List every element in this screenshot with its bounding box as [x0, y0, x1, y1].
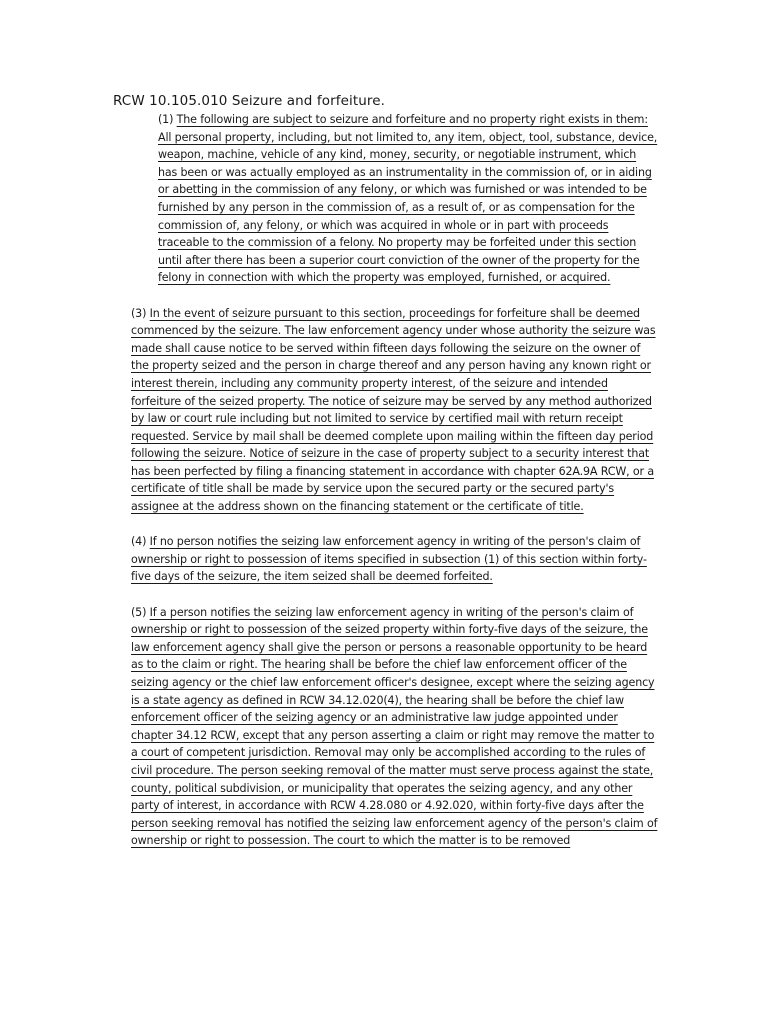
paragraph-1 — [113, 111, 658, 287]
document-title: RCW 10.105.010 Seizure and forfeiture. — [113, 93, 386, 109]
document-page — [113, 92, 658, 850]
paragraph-5 — [113, 604, 658, 850]
paragraph-text: If a person notifies the seizing law enforcement agency in writing of the person's claim of ownership or right to possession of the seized property within forty-five days of the seizure, the law enforcement agency shall give the person or persons a reasonable opportunity to be heard as to the claim or right. The hearing shall be before the chief law enforcement officer of the seizing agency or the chief law enforcement officer's designee, except where the seizing agency is a state agency as defined in RCW 34.12.020(4), the hearing shall be before the chief law enforcement officer of the seizing agency or an administrative law judge appointed under chapter 34.12 RCW, except that any person asserting a claim or right may remove the matter to a court of competent jurisdiction. Removal may only be accomplished according to the rules of civil procedure. The person seeking removal of the matter must serve process against the state, county, political subdivision, or municipality that operates the seizing agency, and any other party of interest, in accordance with RCW 4.28.080 or 4.92.020, within forty-five days after the person seeking removal has notified the seizing law enforcement agency of the person's claim of ownership or right to possession. The court to which the matter is to be removed — [131, 605, 658, 848]
paragraph-text: In the event of seizure pursuant to this section, proceedings for forfeiture shall be deemed commenced by the seizure. The law enforcement agency under whose authority the seizure was made shall cause notice to be served within fifteen days following the seizure on the owner of the property seized and the person in charge thereof and any person having any known right or interest therein, including any community property interest, of the seizure and intended forfeiture of the seized property. The notice of seizure may be served by any method authorized by law or court rule including but not limited to service by certified mail with return receipt requested. Service by mail shall be deemed complete upon mailing within the fifteen day period following the seizure. Notice of seizure in the case of property subject to a security interest that has been perfected by filing a financing statement in accordance with chapter 62A.9A RCW, or a certificate of title shall be made by service upon the secured party or the secured party's assignee at the address shown on the financing statement or the certificate of title. — [131, 306, 656, 514]
paragraph-text: If no person notifies the seizing law enforcement agency in writing of the person's claim of ownership or right to possession of items specified in subsection (1) of this section within forty-five days of the seizure, the item seized shall be deemed forfeited. — [131, 535, 647, 584]
paragraph-number: (3) — [131, 306, 147, 320]
paragraph-number: (4) — [131, 535, 147, 549]
paragraph-text: The following are subject to seizure and forfeiture and no property right exists in them: All personal property, including, but not limited to, any item, object, tool, substance, device, weapon, machine, vehicle of any kind, money, security, or negotiable instrument, which has been or was actually employed as an instrumentality in the commission of, or in aiding or abetting in the commission of any felony, or which was furnished or was intended to be furnished by any person in the commission of, as a result of, or as compensation for the commission of, any felony, or which was acquired in whole or in part with proceeds traceable to the commission of a felony. No property may be forfeited under this section until after there has been a superior court conviction of the owner of the property for the felony in connection with which the property was employed, furnished, or acquired. — [158, 113, 658, 285]
paragraph-4 — [113, 533, 658, 586]
paragraph-3 — [113, 305, 658, 516]
paragraph-number: (1) — [158, 113, 174, 126]
paragraph-number: (5) — [131, 605, 147, 619]
